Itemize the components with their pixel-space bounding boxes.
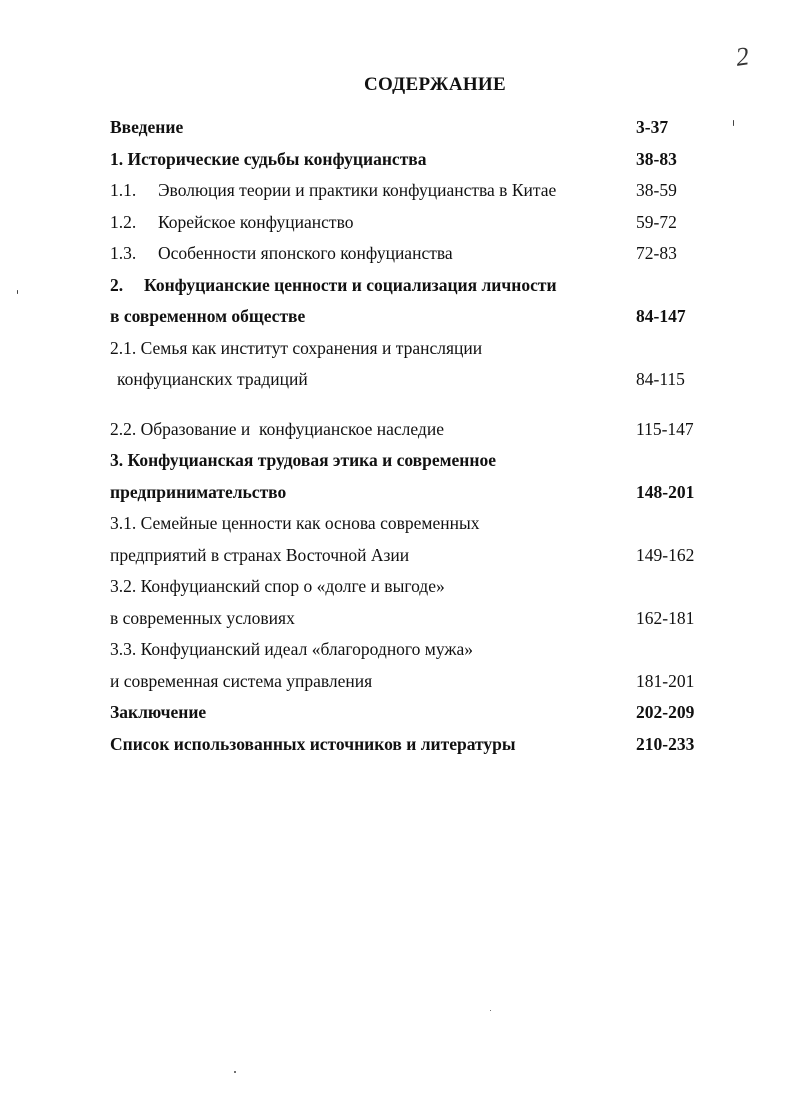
scan-speck bbox=[490, 1010, 491, 1011]
toc-entry-text: Особенности японского конфуцианства bbox=[158, 243, 453, 263]
toc-entry-number: 1.2. bbox=[110, 211, 137, 232]
toc-entry-text: Конфуцианские ценности и социализация личности bbox=[144, 274, 557, 295]
toc-entry-pages: 84-115 bbox=[636, 369, 685, 389]
toc-entry-number: 2. bbox=[110, 274, 124, 295]
toc-entry-pages: 162-181 bbox=[636, 607, 695, 628]
toc-entry-text: предпринимательство bbox=[110, 481, 287, 502]
toc-entry-pages: 115-147 bbox=[636, 418, 694, 439]
page-title: СОДЕРЖАНИЕ bbox=[364, 74, 506, 95]
toc-entry-pages: 181-201 bbox=[636, 670, 695, 691]
scan-speck bbox=[17, 290, 18, 294]
toc-entry-section-1-1 bbox=[110, 175, 710, 207]
toc-entry-pages: 149-162 bbox=[636, 544, 695, 565]
toc-entry-text: 3.2. Конфуцианский спор о «долге и выгоде» bbox=[110, 576, 445, 596]
toc-entry-pages: 59-72 bbox=[636, 211, 677, 232]
toc-entry-pages: 202-209 bbox=[636, 702, 695, 722]
toc-entry-chapter-2 bbox=[110, 270, 710, 302]
toc-entry-chapter-3 bbox=[110, 445, 710, 477]
table-of-contents bbox=[110, 112, 710, 760]
toc-entry-bibliography bbox=[110, 729, 710, 761]
toc-entry-section-1-3 bbox=[110, 238, 710, 270]
toc-entry-section-3-3 bbox=[110, 634, 710, 666]
toc-entry-section-3-3-cont bbox=[110, 666, 710, 698]
scan-speck bbox=[234, 1071, 236, 1073]
toc-entry-section-3-2 bbox=[110, 571, 710, 603]
toc-entry-pages: 38-83 bbox=[636, 148, 677, 169]
toc-entry-section-2-2 bbox=[110, 414, 710, 446]
toc-entry-text: 1. Исторические судьбы конфуцианства bbox=[110, 148, 427, 169]
toc-entry-text: Корейское конфуцианство bbox=[158, 211, 354, 232]
toc-entry-pages: 84-147 bbox=[636, 306, 686, 326]
toc-entry-text: и современная система управления bbox=[110, 670, 373, 691]
toc-entry-section-1-2 bbox=[110, 207, 710, 239]
scan-speck bbox=[733, 120, 734, 126]
toc-entry-pages: 210-233 bbox=[636, 733, 695, 754]
toc-entry-introduction bbox=[110, 112, 710, 144]
toc-entry-text: Введение bbox=[110, 117, 184, 137]
toc-entry-pages: 148-201 bbox=[636, 481, 695, 502]
toc-entry-text: 3. Конфуцианская трудовая этика и современное bbox=[110, 450, 496, 470]
toc-entry-text: в современных условиях bbox=[110, 607, 295, 628]
toc-entry-text: предприятий в странах Восточной Азии bbox=[110, 544, 410, 565]
toc-entry-number: 1.3. bbox=[110, 243, 137, 263]
toc-entry-text: 2.1. Семья как институт сохранения и трансляции bbox=[110, 337, 483, 358]
toc-entry-chapter-1 bbox=[110, 144, 710, 176]
toc-entry-text: Эволюция теории и практики конфуцианства в Китае bbox=[158, 180, 557, 200]
toc-entry-chapter-2-cont bbox=[110, 301, 710, 333]
toc-entry-text: конфуцианских традиций bbox=[117, 369, 308, 389]
toc-entry-text: 2.2. Образование и конфуцианское наследие bbox=[110, 418, 444, 439]
toc-entry-section-3-1 bbox=[110, 508, 710, 540]
toc-entry-section-2-1 bbox=[110, 333, 710, 365]
toc-entry-section-3-2-cont bbox=[110, 603, 710, 635]
toc-entry-text: Список использованных источников и литературы bbox=[110, 733, 516, 754]
toc-entry-text: 3.3. Конфуцианский идеал «благородного мужа» bbox=[110, 639, 474, 659]
toc-entry-pages: 72-83 bbox=[636, 243, 677, 263]
toc-entry-text: Заключение bbox=[110, 702, 207, 722]
toc-entry-number: 1.1. bbox=[110, 180, 137, 200]
toc-entry-section-2-1-cont bbox=[110, 364, 710, 396]
toc-entry-text: в современном обществе bbox=[110, 306, 306, 326]
toc-entry-section-3-1-cont bbox=[110, 540, 710, 572]
toc-entry-chapter-3-cont bbox=[110, 477, 710, 509]
toc-entry-pages: 38-59 bbox=[636, 180, 677, 200]
toc-entry-text: 3.1. Семейные ценности как основа современных bbox=[110, 513, 480, 533]
toc-entry-conclusion bbox=[110, 697, 710, 729]
handwritten-page-number: 2 bbox=[733, 41, 751, 72]
toc-entry-pages: 3-37 bbox=[636, 117, 669, 137]
